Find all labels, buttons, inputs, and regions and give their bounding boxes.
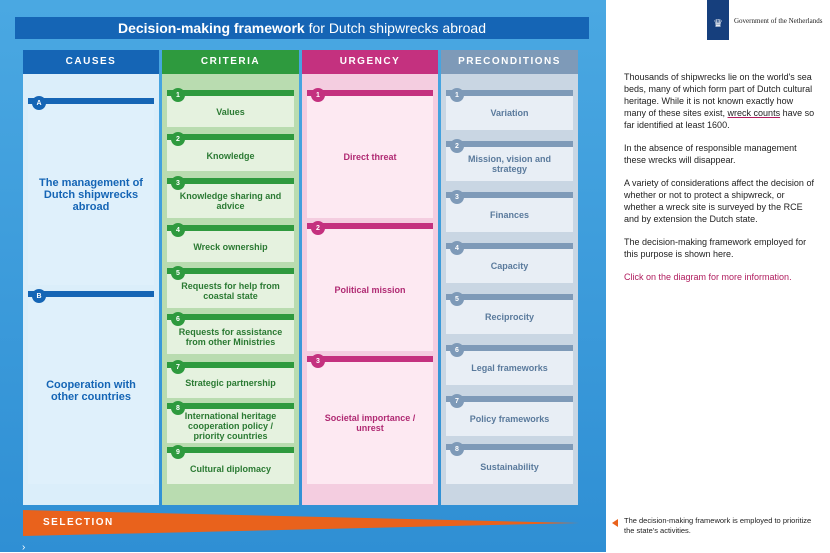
chevron-right-icon: ›	[22, 542, 26, 553]
cause-a[interactable]	[28, 98, 154, 285]
urgency-item-3[interactable]	[307, 356, 433, 484]
urgency-item-1-label: Direct threat	[343, 152, 397, 162]
criteria-item-1-number: 1	[171, 88, 185, 102]
criteria-item-7-label: Strategic partnership	[185, 378, 276, 388]
selection-label: SELECTION	[43, 517, 114, 528]
cause-b[interactable]	[28, 291, 154, 484]
cause-b-number: B	[32, 289, 46, 303]
footnote-text: The decision-making framework is employed to prioritize the state's activities.	[624, 516, 812, 535]
precondition-item-7[interactable]	[446, 396, 573, 436]
criteria-item-1-label: Values	[216, 106, 245, 117]
diagram-title-rest: for Dutch shipwrecks abroad	[304, 20, 487, 36]
causes-column	[23, 50, 159, 505]
precondition-item-7-number: 7	[450, 394, 464, 408]
info-p1-after: have so far identified at least 1600.	[624, 108, 815, 130]
criteria-item-2-number: 2	[171, 132, 185, 146]
precondition-item-1-label: Variation	[490, 108, 529, 118]
precondition-item-5-number: 5	[450, 292, 464, 306]
urgency-item-3-label: Societal importance / unrest	[324, 413, 416, 433]
criteria-item-9-number: 9	[171, 445, 185, 459]
criteria-item-4-number: 4	[171, 223, 185, 237]
precondition-item-2-label: Mission, vision and strategy	[467, 154, 551, 174]
precondition-item-1-number: 1	[450, 88, 464, 102]
precondition-item-5[interactable]	[446, 294, 573, 334]
criteria-item-6[interactable]	[167, 314, 294, 354]
criteria-item-2-label: Knowledge	[206, 150, 255, 161]
criteria-item-5-number: 5	[171, 266, 185, 280]
urgency-column	[302, 50, 438, 505]
criteria-item-8[interactable]	[167, 403, 294, 443]
urgency-item-2-label: Political mission	[334, 285, 406, 295]
criteria-item-2[interactable]	[167, 134, 294, 171]
cause-b-label: Cooperation with other countries	[46, 378, 136, 403]
selection-bar[interactable]	[23, 510, 579, 536]
crest-icon: ♛	[713, 18, 723, 30]
footnote	[612, 516, 822, 536]
precondition-item-6[interactable]	[446, 345, 573, 385]
diagram-title	[15, 17, 589, 39]
criteria-item-3-number: 3	[171, 176, 185, 190]
urgency-item-2-number: 2	[311, 221, 325, 235]
criteria-item-3[interactable]	[167, 178, 294, 218]
precondition-item-4-number: 4	[450, 241, 464, 255]
criteria-item-6-label: Requests for assistance from other Ministries	[178, 327, 283, 347]
precondition-item-3[interactable]	[446, 192, 573, 232]
precondition-item-8[interactable]	[446, 444, 573, 484]
precondition-item-6-label: Legal frameworks	[471, 363, 548, 373]
urgency-item-1-number: 1	[311, 88, 325, 102]
criteria-column	[162, 50, 299, 505]
precondition-item-4-label: Capacity	[490, 261, 529, 271]
criteria-item-9[interactable]	[167, 447, 294, 484]
government-logo[interactable]	[707, 0, 729, 40]
criteria-item-4[interactable]	[167, 225, 294, 262]
criteria-item-9-label: Cultural diplomacy	[189, 463, 271, 474]
info-paragraph-2: In the absence of responsible management these wrecks will disappear.	[624, 143, 797, 165]
info-panel	[624, 71, 816, 294]
cause-a-number: A	[32, 96, 46, 110]
criteria-item-5[interactable]	[167, 268, 294, 308]
info-paragraph-3: A variety of considerations affect the decision of whether or not to protect a shipwreck, or whether a wreck site is surveyed by the RCE and by extension the Dutch state.	[624, 178, 814, 224]
cause-a-label: The management of Dutch shipwrecks abroad	[39, 176, 143, 213]
preconditions-header: PRECONDITIONS	[441, 50, 578, 74]
diagram-info-prompt: Click on the diagram for more information.	[624, 272, 792, 282]
criteria-item-5-label: Requests for help from coastal state	[181, 281, 280, 301]
info-paragraph-1	[624, 71, 816, 131]
preconditions-column	[441, 50, 578, 505]
criteria-item-6-number: 6	[171, 312, 185, 326]
causes-header: CAUSES	[23, 50, 159, 74]
precondition-item-1[interactable]	[446, 90, 573, 130]
precondition-item-2-number: 2	[450, 139, 464, 153]
criteria-header: CRITERIA	[162, 50, 299, 74]
criteria-item-1[interactable]	[167, 90, 294, 127]
precondition-item-6-number: 6	[450, 343, 464, 357]
urgency-header: URGENCY	[302, 50, 438, 74]
info-p1-before: Thousands of shipwrecks lie on the world's sea beds, many of which form part of Dutch cultural heritage. While it is not known exactly how many of these sites exist,	[624, 72, 813, 118]
precondition-item-2[interactable]	[446, 141, 573, 181]
government-name: Government of the Netherlands	[734, 17, 823, 25]
precondition-item-8-number: 8	[450, 442, 464, 456]
criteria-item-3-label: Knowledge sharing and advice	[179, 191, 282, 211]
criteria-item-4-label: Wreck ownership	[193, 241, 268, 252]
criteria-item-8-number: 8	[171, 401, 185, 415]
precondition-item-4[interactable]	[446, 243, 573, 283]
urgency-item-1[interactable]	[307, 90, 433, 218]
criteria-item-7-number: 7	[171, 360, 185, 374]
urgency-item-3-number: 3	[311, 354, 325, 368]
wreck-counts-link[interactable]: wreck counts	[727, 108, 781, 118]
precondition-item-8-label: Sustainability	[480, 462, 539, 472]
criteria-item-7[interactable]	[167, 362, 294, 398]
criteria-item-8-label: International heritage cooperation policy / priority countries	[184, 411, 277, 441]
precondition-item-5-label: Reciprocity	[484, 312, 535, 322]
urgency-item-2[interactable]	[307, 223, 433, 351]
precondition-item-3-number: 3	[450, 190, 464, 204]
info-paragraph-4: The decision-making framework employed for this purpose is shown here.	[624, 237, 807, 259]
precondition-item-3-label: Finances	[489, 210, 529, 220]
precondition-item-7-label: Policy frameworks	[469, 414, 550, 424]
diagram-title-bold: Decision-making framework	[117, 20, 305, 36]
